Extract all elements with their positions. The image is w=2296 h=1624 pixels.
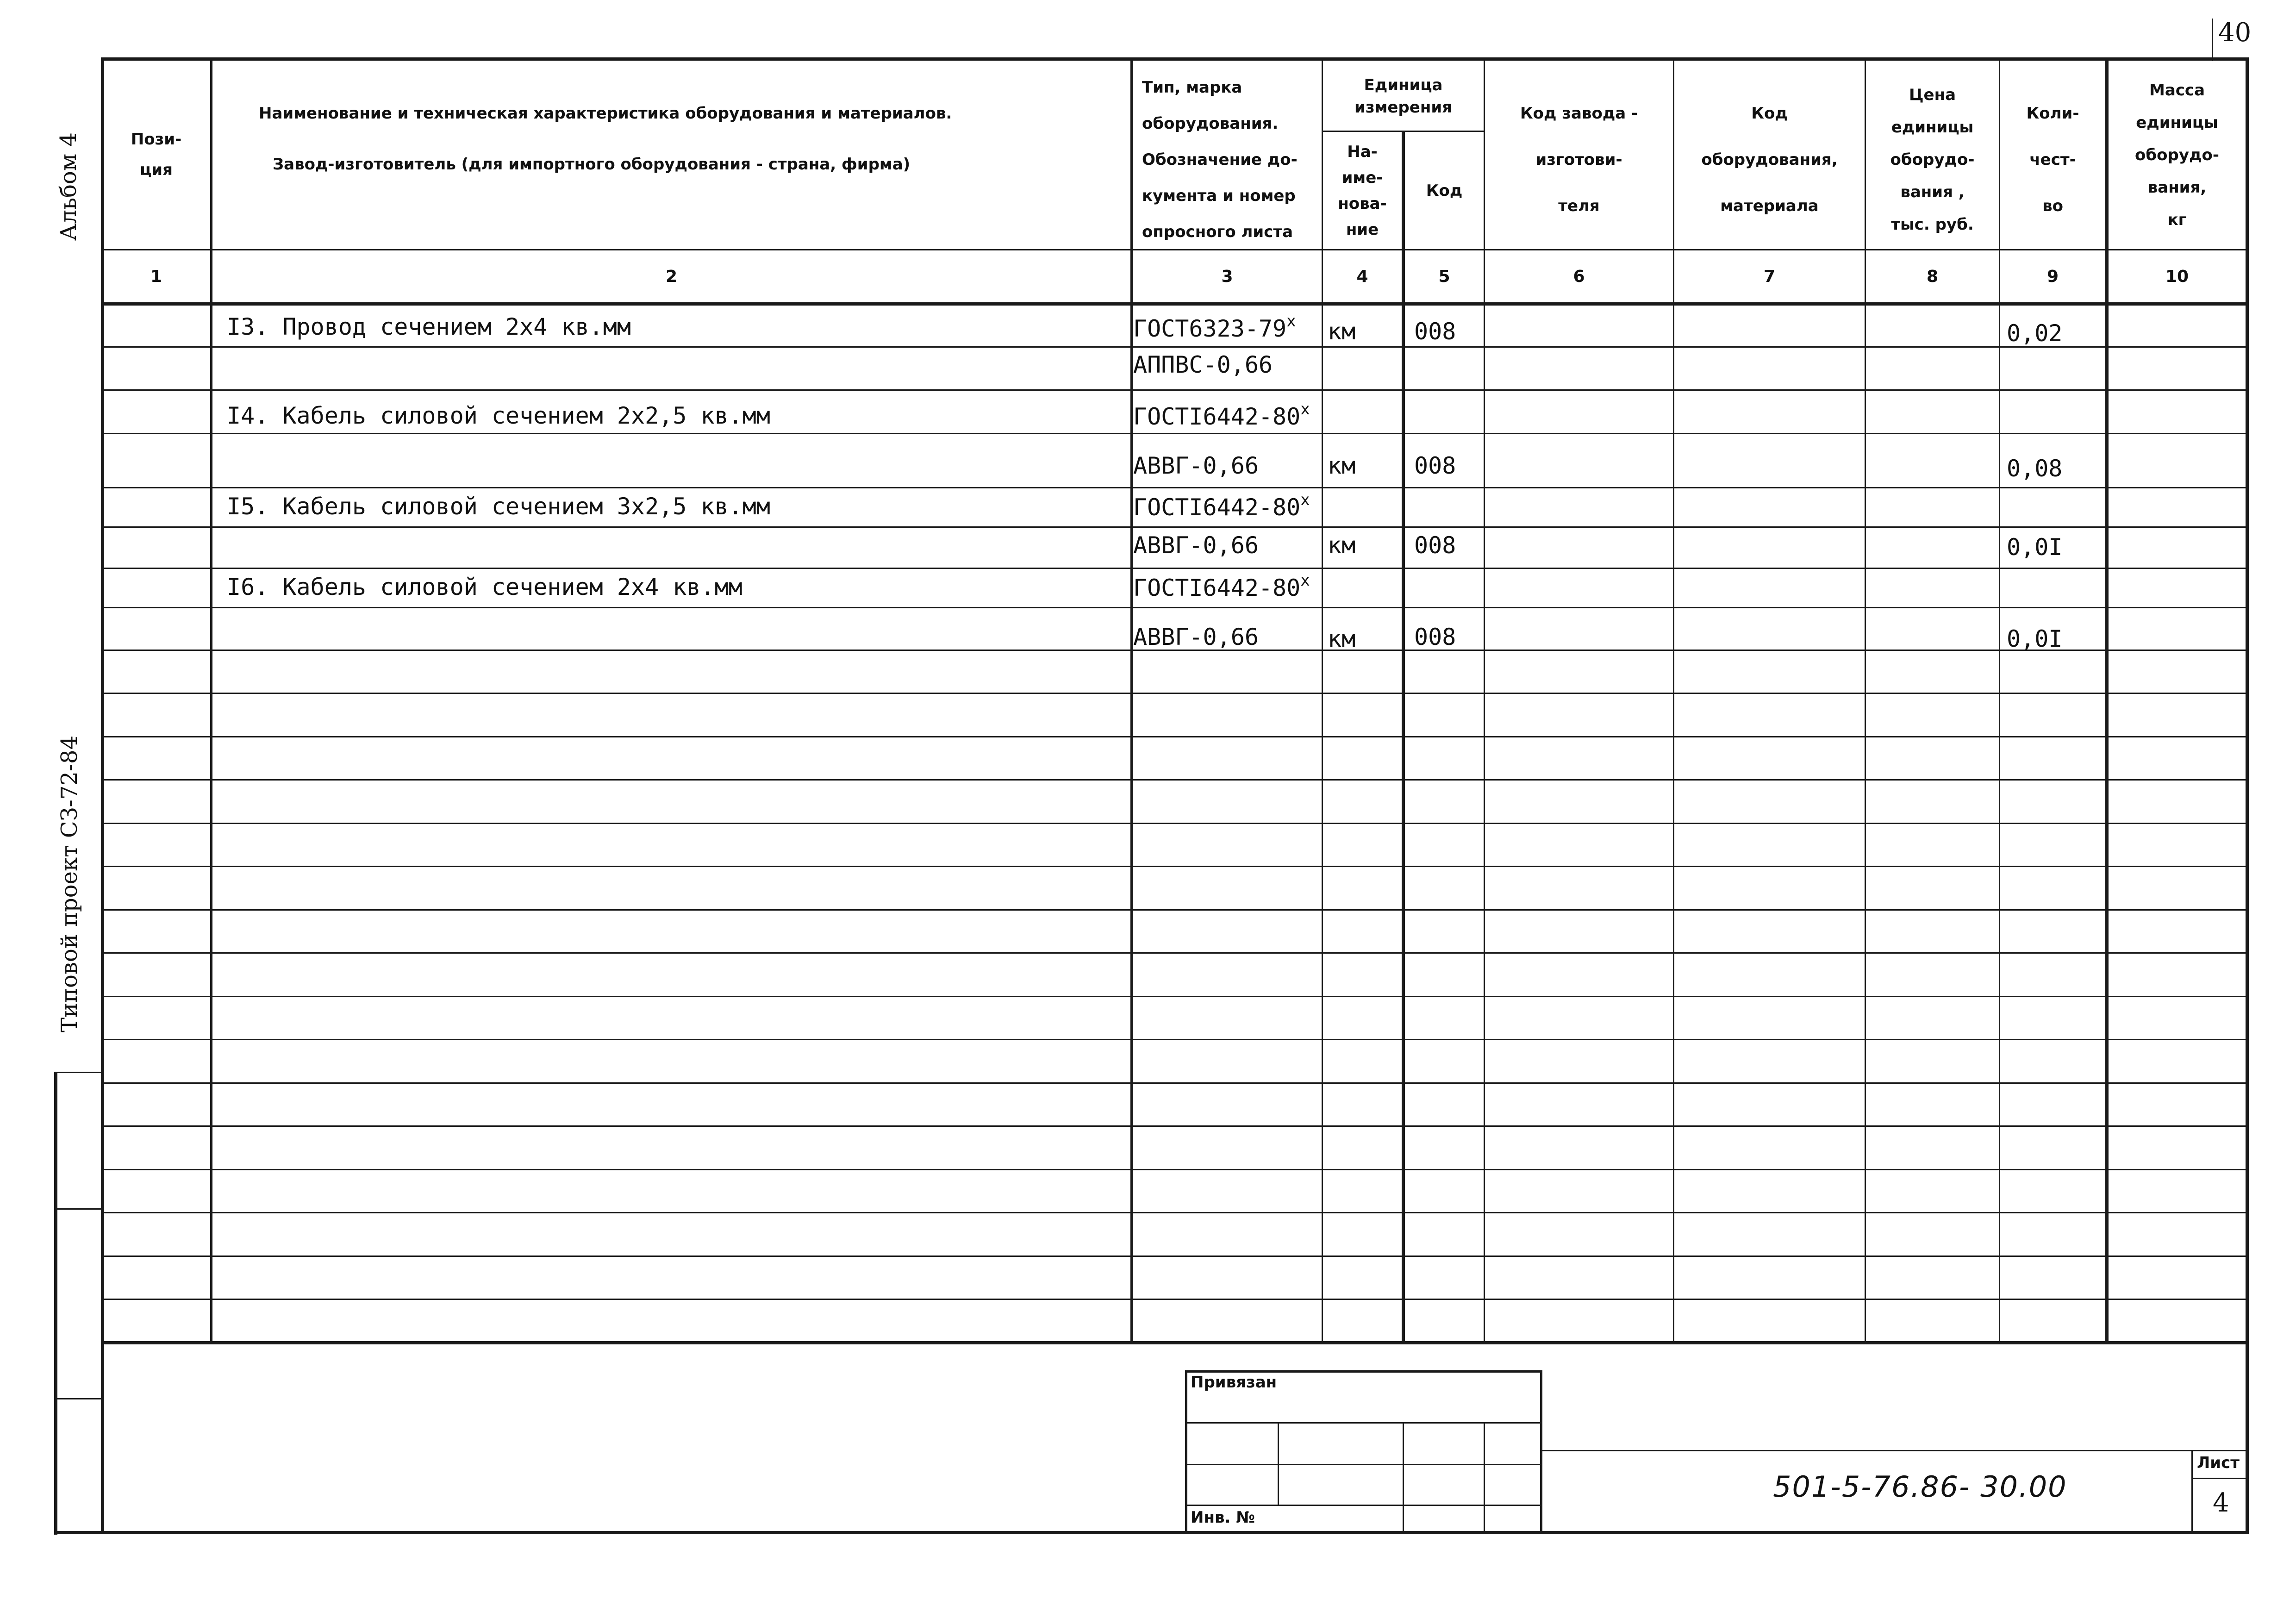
item-unit: км bbox=[1328, 625, 1356, 652]
row-line bbox=[101, 1039, 2249, 1040]
item-unit-code: 008 bbox=[1414, 318, 1456, 345]
item-unit-code: 008 bbox=[1414, 624, 1456, 650]
sheet-number: 4 bbox=[2213, 1488, 2229, 1518]
item-type: $ГОСТI6442-80^х$ bbox=[1133, 571, 1310, 601]
header-unit-group: Единица измерения bbox=[1354, 76, 1452, 117]
row-line bbox=[101, 909, 2249, 911]
stamp-attached-label: Привязан bbox=[1191, 1373, 1277, 1392]
frame-right bbox=[2246, 57, 2249, 1534]
document-code: 501-5-76.86- 30.00 bbox=[1773, 1470, 2067, 1504]
row-line bbox=[101, 1082, 2249, 1084]
item-unit: км bbox=[1328, 532, 1356, 559]
header-quantity: Коли- чест- во bbox=[2026, 104, 2079, 215]
col-line bbox=[1402, 131, 1405, 1344]
column-number: 4 bbox=[1356, 267, 1368, 286]
column-number: 3 bbox=[1221, 267, 1233, 286]
item-name: I4. Кабель силовой сечением 2х2,5 кв.мм bbox=[227, 402, 770, 429]
column-number: 10 bbox=[2165, 267, 2189, 286]
row-line bbox=[101, 1255, 2249, 1257]
stamp-box-line bbox=[1185, 1464, 1542, 1465]
stamp-inventory-label: Инв. № bbox=[1191, 1508, 1255, 1527]
item-type: АВВГ-0,66 bbox=[1133, 624, 1259, 650]
item-quantity: 0,02 bbox=[2007, 320, 2063, 347]
stamp-box-line bbox=[1403, 1422, 1404, 1532]
column-number: 5 bbox=[1438, 267, 1450, 286]
column-number: 9 bbox=[2046, 267, 2059, 286]
table-bottom-line bbox=[101, 1341, 2249, 1344]
column-numbers-bottom-line bbox=[101, 302, 2249, 306]
item-quantity: 0,08 bbox=[2007, 455, 2063, 482]
row-line bbox=[101, 607, 2249, 608]
column-number: 8 bbox=[1926, 267, 1939, 286]
row-line bbox=[101, 866, 2249, 867]
row-line bbox=[101, 487, 2249, 488]
binding-strip-line bbox=[54, 1072, 102, 1073]
header-plant-code: Код завода - изготови- теля bbox=[1520, 104, 1638, 215]
header-position: Пози- ция bbox=[131, 130, 182, 179]
title-block-line bbox=[2191, 1450, 2193, 1533]
header-unit-code: Код bbox=[1426, 181, 1463, 200]
row-line bbox=[101, 996, 2249, 997]
column-number: 1 bbox=[150, 267, 162, 286]
item-name: I3. Провод сечением 2х4 кв.мм bbox=[227, 313, 631, 340]
row-line bbox=[101, 1212, 2249, 1213]
stamp-box-line bbox=[1540, 1370, 1542, 1532]
stamp-box-line bbox=[1185, 1370, 1187, 1532]
col-line bbox=[2105, 57, 2109, 1344]
row-line bbox=[101, 823, 2249, 824]
header-name: Наименование и техническая характеристика оборудования и материалов. Завод-изготовитель (для импортного оборудования - страна, фирма) bbox=[259, 104, 952, 174]
item-name: I5. Кабель силовой сечением 3х2,5 кв.мм bbox=[227, 493, 770, 520]
stamp-box-line bbox=[1278, 1422, 1279, 1505]
row-line bbox=[101, 1125, 2249, 1127]
title-block-line bbox=[1542, 1450, 2247, 1451]
header-equipment-code: Код оборудования, материала bbox=[1701, 104, 1838, 215]
row-line bbox=[101, 526, 2249, 528]
item-name: I6. Кабель силовой сечением 2х4 кв.мм bbox=[227, 574, 742, 600]
header-unit-name: На- име- нова- ние bbox=[1338, 142, 1387, 239]
column-number: 7 bbox=[1763, 267, 1776, 286]
item-unit-code: 008 bbox=[1414, 532, 1456, 559]
page-number-tick bbox=[2212, 19, 2213, 61]
page-number: 40 bbox=[2218, 18, 2252, 48]
item-type: АВВГ-0,66 bbox=[1133, 452, 1259, 479]
row-line bbox=[101, 1169, 2249, 1170]
title-block-line bbox=[2191, 1478, 2247, 1479]
header-type: Тип, марка оборудования. Обозначение до- кумента и номер опросного листа bbox=[1142, 78, 1298, 241]
frame-top bbox=[101, 57, 2249, 61]
row-line bbox=[101, 389, 2249, 391]
item-type: АВВГ-0,66 bbox=[1133, 532, 1259, 559]
row-line bbox=[101, 736, 2249, 737]
row-line bbox=[101, 952, 2249, 954]
row-line bbox=[101, 346, 2249, 348]
stamp-box-line bbox=[1484, 1422, 1485, 1532]
item-unit: км bbox=[1328, 452, 1356, 479]
stamp-box-line bbox=[1185, 1422, 1542, 1424]
stamp-box-line bbox=[1185, 1505, 1542, 1506]
row-line bbox=[101, 1299, 2249, 1300]
row-line bbox=[101, 568, 2249, 569]
item-quantity: 0,0I bbox=[2007, 625, 2063, 652]
item-unit-code: 008 bbox=[1414, 452, 1456, 479]
item-type: АППВС-0,66 bbox=[1133, 351, 1273, 378]
album-caption: Альбом 4 bbox=[56, 132, 81, 241]
row-line bbox=[101, 779, 2249, 781]
item-type: $ГОСТI6442-80^х$ bbox=[1133, 400, 1310, 430]
binding-strip-line bbox=[54, 1398, 102, 1399]
binding-strip-line bbox=[54, 1208, 102, 1210]
row-line bbox=[101, 693, 2249, 694]
header-unit-price: Цена единицы оборудо- вания , тыс. руб. bbox=[1890, 86, 1975, 234]
item-quantity: 0,0I bbox=[2007, 534, 2063, 561]
column-number: 2 bbox=[665, 267, 678, 286]
header-mass: Масса единицы оборудо- вания, кг bbox=[2135, 81, 2219, 229]
item-type: $ГОСТ6323-79^х$ bbox=[1133, 312, 1296, 342]
frame-bottom bbox=[54, 1531, 2249, 1534]
sheet-label: Лист bbox=[2197, 1454, 2240, 1472]
item-unit: км bbox=[1328, 318, 1356, 345]
binding-strip-edge bbox=[54, 1072, 57, 1535]
project-caption: Типовой проект СЗ-72-84 bbox=[56, 735, 82, 1032]
item-type: $ГОСТI6442-80^х$ bbox=[1133, 491, 1310, 521]
stamp-box-line bbox=[1185, 1370, 1542, 1373]
column-number: 6 bbox=[1573, 267, 1585, 286]
